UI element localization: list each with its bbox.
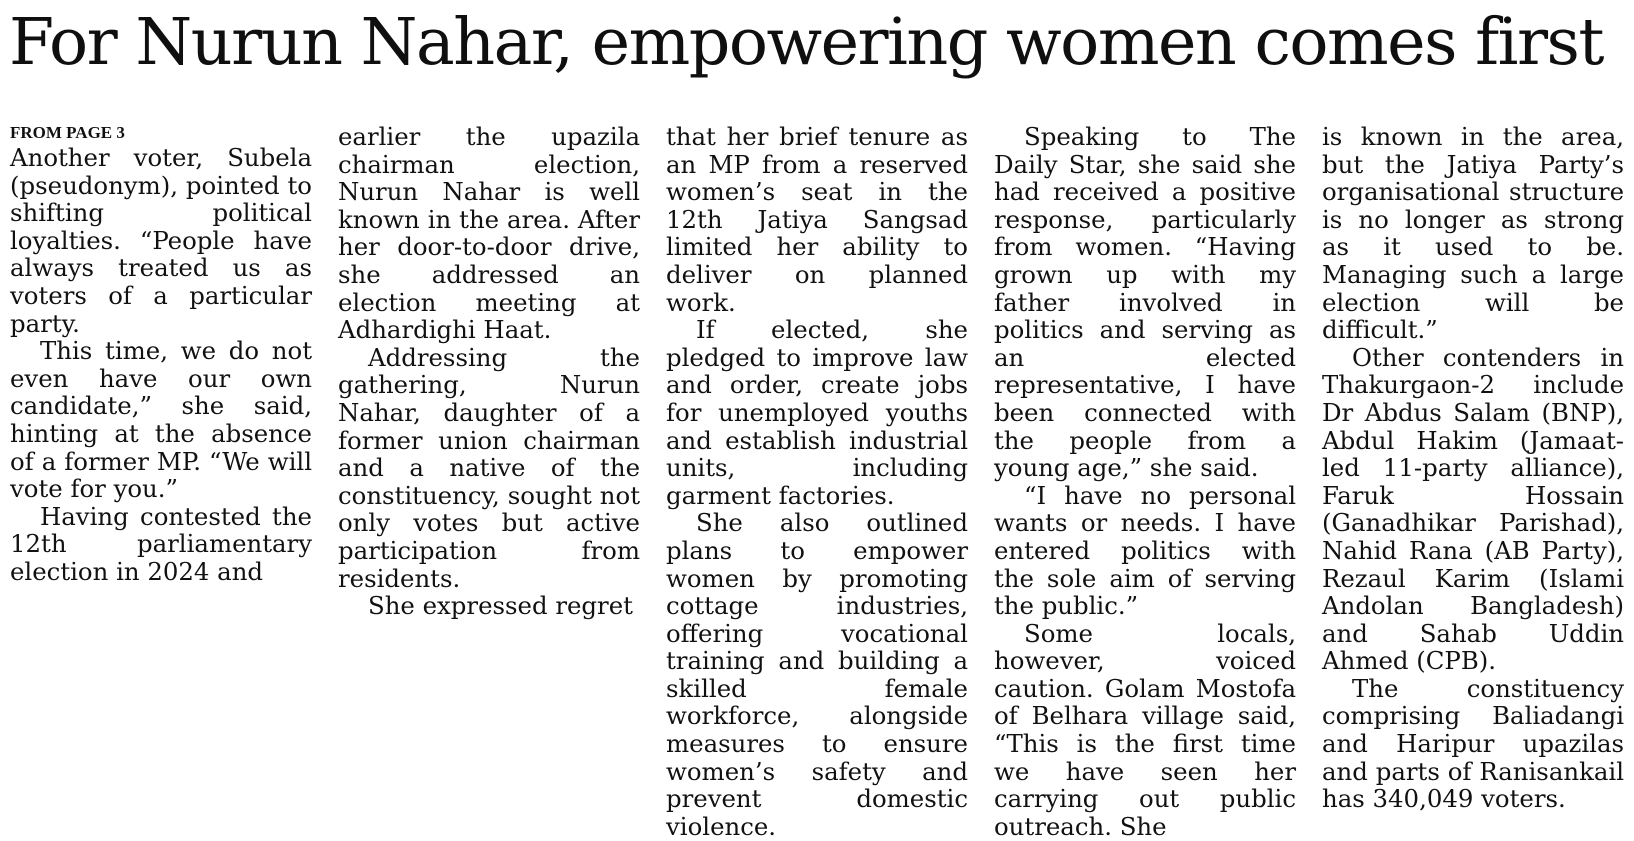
article-column-2 (338, 123, 640, 773)
article-body (10, 122, 1624, 841)
headline: For Nurun Nahar, empowering women comes first (9, 5, 1603, 80)
paragraph: Other contenders in Thakurgaon-2 include Dr Abdus Salam (BNP), Abdul Hakim (Jamaat-led 11-party alliance), Faruk Hossain (Ganadhikar Parishad), Nahid Rana (AB Party), Rezaul Karim (Islami Andolan Bangladesh) and Sahab Uddin Ahmed (CPB). (1322, 342, 1624, 676)
article-column-4 (994, 122, 1296, 841)
paragraph: She also outlined plans to empower women by promoting cottage industries, offering vocational training and building a skilled female workforce, alongside measures to ensure women’s safety and prevent domestic violence. (666, 508, 968, 841)
article-column-3 (666, 122, 968, 841)
paragraph: Speaking to The Daily Star, she said she had received a positive response, particularly from women. “Having grown up with my father involved in politics and serving as an elected representative, I have been connected with the people from a young age,” she said. (994, 122, 1296, 483)
paragraph: Some locals, however, voiced caution. Golam Mostofa of Belhara village said, “This is the first time we have seen her carrying out public outreach. She (994, 618, 1296, 841)
continued-from-kicker: FROM PAGE 3 (10, 123, 125, 142)
paragraph: earlier the upazila chairman election, Nurun Nahar is well known in the area. After her door-to-door drive, she addressed an election meeting at Adhardighi Haat. (338, 122, 640, 345)
paragraph: that her brief tenure as an MP from a reserved women’s seat in the 12th Jatiya Sangsad limited her ability to deliver on planned work. (666, 122, 968, 317)
paragraph: Addressing the gathering, Nurun Nahar, daughter of a former union chairman and a native of the constituency, sought not only votes but active participation from residents. (338, 342, 640, 593)
paragraph: If elected, she pledged to improve law and order, create jobs for unemployed youths and establish industrial units, including garment factories. (666, 315, 968, 510)
paragraph: She expressed regret (368, 591, 633, 621)
paragraph: “I have no personal wants or needs. I have entered politics with the sole aim of serving the public.” (994, 480, 1296, 621)
paragraph: Another voter, Subela (pseudonym), pointed to shifting political loyalties. “People have always treated us as voters of a particular party. (10, 143, 312, 338)
paragraph: The constituency comprising Baliadangi and Haripur upazilas and parts of Ranisankail has 340,049 voters. (1322, 673, 1624, 814)
paragraph: This time, we do not even have our own candidate,” she said, hinting at the absence of a former MP. “We will vote for you.” (10, 336, 312, 504)
article-column-5 (1322, 122, 1624, 814)
paragraph: Having contested the 12th parliamentary election in 2024 and (10, 501, 312, 586)
article-column-1 (10, 123, 312, 773)
paragraph: is known in the area, but the Jatiya Party’s organisational structure is no longer as strong as it used to be. Managing such a large election will be difficult.” (1322, 122, 1624, 345)
